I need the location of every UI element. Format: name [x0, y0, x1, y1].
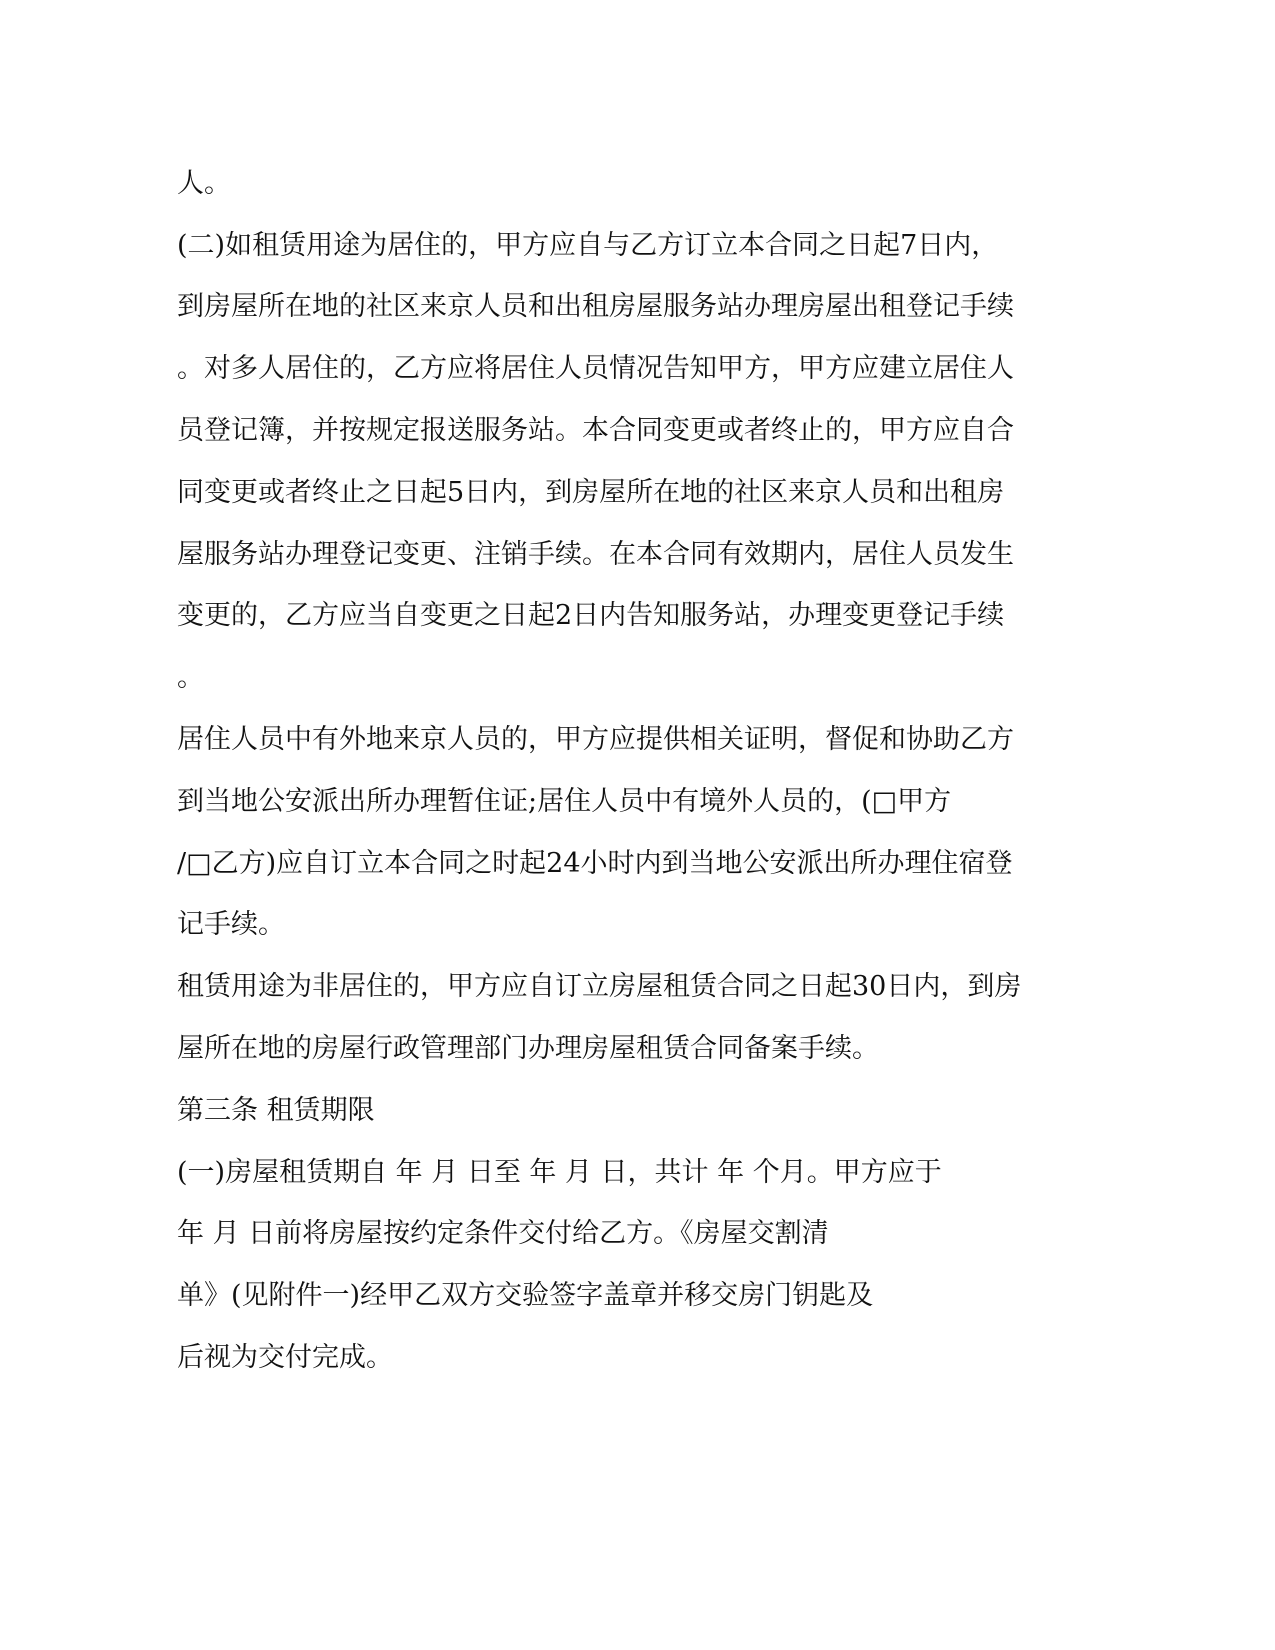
text-line: 变更的，乙方应当自变更之日起2日内告知服务站，办理变更登记手续 — [177, 600, 1005, 631]
text-line: 。对多人居住的，乙方应将居住人员情况告知甲方，甲方应建立居住人 — [177, 353, 1014, 384]
text-line: 年 月 日前将房屋按约定条件交付给乙方。《房屋交割清 — [177, 1218, 829, 1249]
text-line: 。 — [177, 662, 204, 693]
text-line: (一)房屋租赁期自 年 月 日至 年 月 日，共计 年 个月。甲方应于 — [177, 1157, 942, 1188]
text-line: 居住人员中有外地来京人员的，甲方应提供相关证明，督促和协助乙方 — [177, 724, 1014, 755]
text-line: 员登记簿，并按规定报送服务站。本合同变更或者终止的，甲方应自合 — [177, 415, 1014, 446]
section-heading: 第三条 租赁期限 — [177, 1095, 375, 1126]
text-line: (二)如租赁用途为居住的，甲方应自与乙方订立本合同之日起7日内， — [177, 230, 999, 261]
text-line: 租赁用途为非居住的，甲方应自订立房屋租赁合同之日起30日内，到房 — [177, 971, 1022, 1002]
text-line: 记手续。 — [177, 909, 285, 940]
text-line: 到房屋所在地的社区来京人员和出租房屋服务站办理房屋出租登记手续 — [177, 291, 1014, 322]
text-line: 后视为交付完成。 — [177, 1342, 393, 1373]
text-line: 屋所在地的房屋行政管理部门办理房屋租赁合同备案手续。 — [177, 1033, 879, 1064]
text-line: 人。 — [177, 168, 231, 199]
text-line: /□乙方)应自订立本合同之时起24小时内到当地公安派出所办理住宿登 — [177, 848, 1013, 879]
text-line: 屋服务站办理登记变更、注销手续。在本合同有效期内，居住人员发生 — [177, 539, 1014, 570]
text-line: 同变更或者终止之日起5日内，到房屋所在地的社区来京人员和出租房 — [177, 477, 1005, 508]
text-line: 单》(见附件一)经甲乙双方交验签字盖章并移交房门钥匙及 — [177, 1280, 874, 1311]
text-line: 到当地公安派出所办理暂住证;居住人员中有境外人员的，(□甲方 — [177, 786, 952, 817]
